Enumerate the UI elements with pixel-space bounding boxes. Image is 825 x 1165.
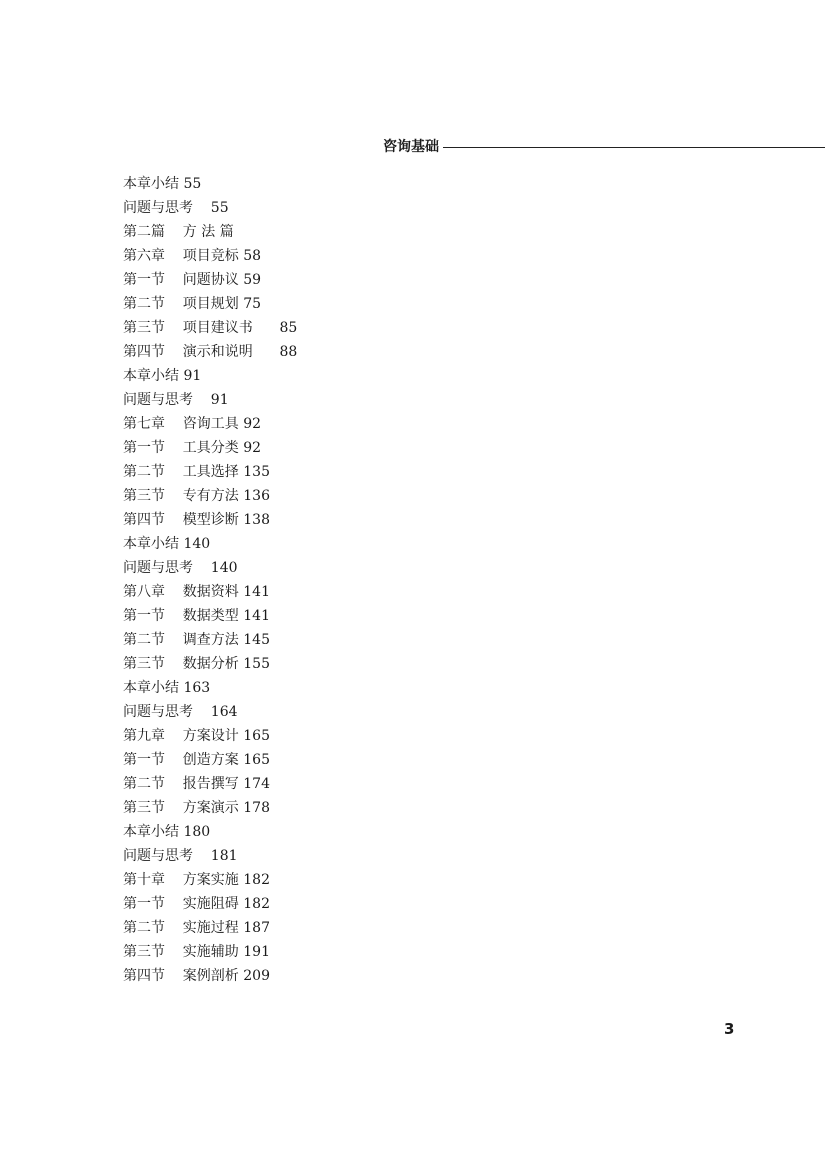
toc-entry: 问题与思考 181 [123, 848, 238, 864]
header-rule [443, 147, 825, 148]
toc-entry: 问题与思考 140 [123, 560, 238, 576]
page-number: 3 [724, 1020, 735, 1038]
toc-entry: 第八章 数据资料 141 [123, 584, 270, 600]
toc-entry: 第三节 专有方法 136 [123, 488, 270, 504]
toc-entry: 第二节 项目规划 75 [123, 296, 262, 312]
toc-entry: 问题与思考 164 [123, 704, 238, 720]
toc-entry: 第三节 项目建议书 85 [123, 320, 298, 336]
toc-entry: 第四节 案例剖析 209 [123, 968, 270, 984]
toc-entry: 问题与思考 55 [123, 200, 229, 216]
toc-entry: 第一节 工具分类 92 [123, 440, 262, 456]
toc-entry: 第二节 工具选择 135 [123, 464, 270, 480]
toc-entry: 第一节 数据类型 141 [123, 608, 270, 624]
toc-entry: 第一节 问题协议 59 [123, 272, 262, 288]
toc-entry: 第二篇 方 法 篇 [123, 224, 234, 240]
toc-entry: 第六章 项目竞标 58 [123, 248, 262, 264]
toc-entry: 第九章 方案设计 165 [123, 728, 270, 744]
toc-entry: 第三节 方案演示 178 [123, 800, 270, 816]
toc-entry: 第一节 创造方案 165 [123, 752, 270, 768]
running-header [383, 135, 825, 157]
toc-entry: 第三节 实施辅助 191 [123, 944, 270, 960]
toc-entry: 本章小结 180 [123, 824, 211, 840]
running-header-title: 咨询基础 [383, 139, 439, 155]
toc-entry: 第四节 模型诊断 138 [123, 512, 270, 528]
toc-entry: 第二节 实施过程 187 [123, 920, 270, 936]
toc-entry: 第四节 演示和说明 88 [123, 344, 298, 360]
toc-entry: 本章小结 91 [123, 368, 202, 384]
toc-entry: 本章小结 140 [123, 536, 211, 552]
toc-entry: 第一节 实施阻碍 182 [123, 896, 270, 912]
toc-entry: 第十章 方案实施 182 [123, 872, 270, 888]
toc-entry: 本章小结 163 [123, 680, 211, 696]
toc-entry: 第二节 调查方法 145 [123, 632, 270, 648]
toc-entry: 问题与思考 91 [123, 392, 229, 408]
toc-entry: 第二节 报告撰写 174 [123, 776, 270, 792]
toc-entry: 本章小结 55 [123, 176, 202, 192]
toc-entry: 第七章 咨询工具 92 [123, 416, 262, 432]
table-of-contents [123, 172, 297, 988]
toc-entry: 第三节 数据分析 155 [123, 656, 270, 672]
